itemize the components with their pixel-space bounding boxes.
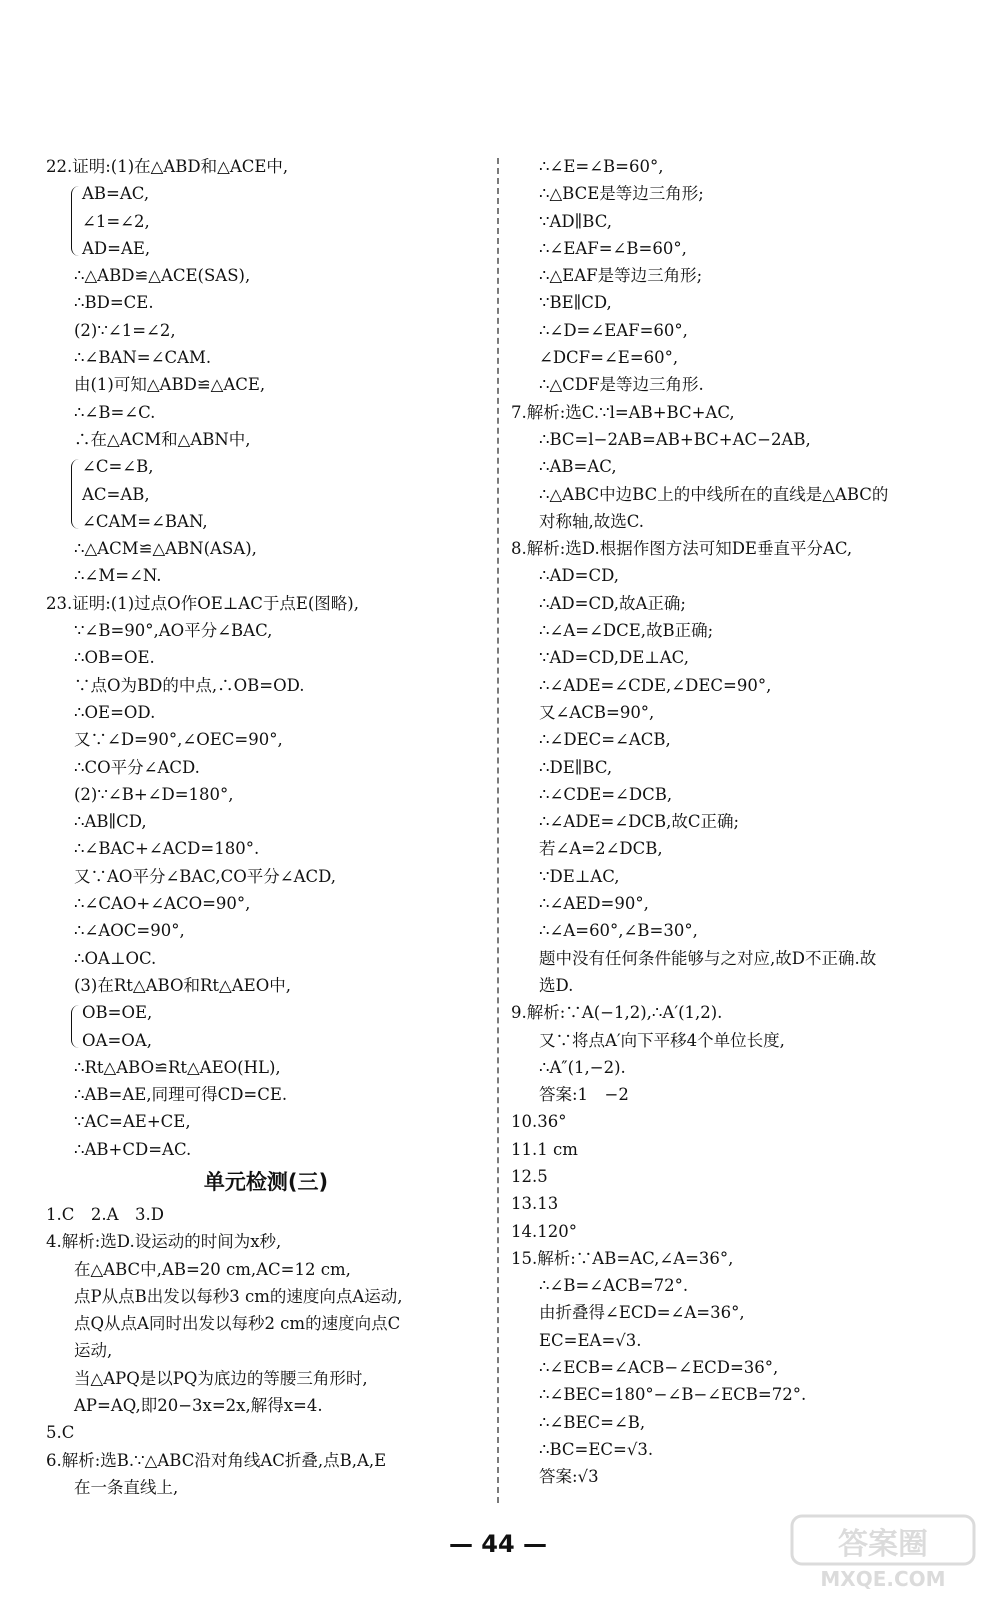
q8-line: 若∠A=2∠DCB, [539,839,663,859]
q23-line: ∴∠CAO+∠ACO=90°, [74,894,251,914]
q22-line: ∴△ABD≌△ACE(SAS), [74,266,251,286]
q15-line: EC=EA=√3. [539,1330,642,1350]
q23-line: OA=OA, [82,1030,152,1050]
q6-line: ∵AD∥BC, [539,211,612,231]
q4-line: AP=AQ,即20−3x=2x,解得x=4. [74,1396,323,1416]
q22-line: 22.证明:(1)在△ABD和△ACE中, [46,157,289,176]
brace-symbol [71,1005,82,1048]
q23-line: ∴CO平分∠ACD. [74,757,200,777]
q23-line: ∵AC=AE+CE, [74,1112,191,1132]
left-column [46,153,486,1501]
svg-text:答案圈: 答案圈 [838,1527,928,1562]
q23-line: (2)∵∠B+∠D=180°, [74,784,234,804]
q23-line: ∴OA⊥OC. [74,948,157,968]
q14-answer: 14.120° [511,1221,577,1241]
q22-line: (2)∵∠1=∠2, [74,320,176,340]
q7-line: ∴△ABC中边BC上的中线所在的直线是△ABC的 [539,484,889,504]
q22-line: ∴BD=CE. [74,293,154,313]
q13-answer: 13.13 [511,1194,559,1214]
q8-line: ∴∠AED=90°, [539,894,649,914]
q23-line: (3)在Rt△ABO和Rt△AEO中, [74,975,291,995]
q9-line: 又∵将点A′向下平移4个单位长度, [539,1030,785,1050]
q22-line: ∴△ACM≌△ABN(ASA), [74,539,257,559]
q4-line: 在△ABC中,AB=20 cm,AC=12 cm, [74,1259,351,1279]
brace-symbol [71,459,82,529]
q1-3-answers: 1.C 2.A 3.D [46,1204,164,1224]
q15-line: ∴∠ECB=∠ACB−∠ECD=36°, [539,1358,779,1378]
q23-line: 又∵AO平分∠BAC,CO平分∠ACD, [74,866,336,886]
q22-condition-group-1 [46,180,486,262]
q23-line: ∴∠AOC=90°, [74,921,185,941]
q6-line: ∴△CDF是等边三角形. [539,375,704,395]
q15-line: ∴∠BEC=180°−∠B−∠ECB=72°. [539,1385,807,1405]
q6-line: ∴∠E=∠B=60°, [539,157,664,176]
q15-line: ∴∠BEC=∠B, [539,1412,646,1432]
q7-line: 7.解析:选C.∵l=AB+BC+AC, [511,402,735,422]
q23-line: ∵点O为BD的中点,∴OB=OD. [74,675,305,695]
q22-line: ∴在△ACM和△ABN中, [74,429,251,449]
q8-line: 选D. [539,975,574,995]
brace-symbol [71,186,82,256]
q7-line: ∴BC=l−2AB=AB+BC+AC−2AB, [539,429,811,449]
q8-line: 8.解析:选D.根据作图方法可知DE垂直平分AC, [511,539,853,559]
q15-answer: 答案:√3 [539,1467,599,1487]
q4-line: 运动, [74,1341,113,1361]
q6-line: ∴∠EAF=∠B=60°, [539,238,687,258]
q6-line: 6.解析:选B.∵△ABC沿对角线AC折叠,点B,A,E [46,1450,387,1470]
q23-condition-group [46,999,486,1054]
q22-line: ∠CAM=∠BAN, [82,511,208,531]
q8-line: ∴AD=CD, [539,566,619,586]
q8-line: ∴∠ADE=∠DCB,故C正确; [539,812,740,832]
q23-line: 又∵∠D=90°,∠OEC=90°, [74,730,283,750]
section-title: 单元检测(三) [203,1169,329,1194]
q4-line: 当△APQ是以PQ为底边的等腰三角形时, [74,1368,368,1388]
q23-line: 23.证明:(1)过点O作OE⊥AC于点E(图略), [46,593,359,613]
q8-line: ∴∠A=∠DCE,故B正确; [539,621,714,641]
q8-line: 又∠ACB=90°, [539,702,655,722]
q15-line: 15.解析:∵AB=AC,∠A=36°, [511,1248,734,1268]
q15-line: ∴BC=EC=√3. [539,1439,654,1459]
q22-line: ∠1=∠2, [82,211,150,231]
page-number: — 44 — [448,1530,548,1558]
q23-line: ∴OE=OD. [74,702,156,722]
q5-answer: 5.C [46,1423,75,1443]
q8-line: 题中没有任何条件能够与之对应,故D不正确.故 [539,948,877,968]
q4-line: 点Q从点A同时出发以每秒2 cm的速度向点C [74,1314,401,1334]
q22-line: AB=AC, [82,184,150,204]
q6-line: ∴△BCE是等边三角形; [539,184,704,204]
q22-line: ∴∠BAN=∠CAM. [74,348,212,368]
q22-line: ∴∠M=∠N. [74,566,162,586]
q22-line: AD=AE, [82,238,151,258]
q6-line: ∠DCF=∠E=60°, [539,348,679,368]
watermark-logo [788,1512,978,1592]
q22-line: AC=AB, [82,484,150,504]
q8-line: ∴AD=CD,故A正确; [539,593,686,613]
q6-line: 在一条直线上, [74,1477,179,1497]
q9-line: 9.解析:∵A(−1,2),∴A′(1,2). [511,1003,723,1023]
q22-line: ∠C=∠B, [82,457,154,477]
q23-line: ∴OB=OE. [74,648,155,668]
q23-line: ∵∠B=90°,AO平分∠BAC, [74,621,273,641]
q12-answer: 12.5 [511,1166,548,1186]
q15-line: ∴∠B=∠ACB=72°. [539,1276,689,1296]
q9-answer: 答案:1 −2 [539,1085,629,1105]
q22-line: ∴∠B=∠C. [74,402,156,422]
q15-line: 由折叠得∠ECD=∠A=36°, [539,1303,745,1323]
q8-line: ∴∠ADE=∠CDE,∠DEC=90°, [539,675,772,695]
right-column [511,153,971,1491]
q11-answer: 11.1 cm [511,1139,578,1159]
q23-line: ∴AB=AE,同理可得CD=CE. [74,1085,288,1105]
q6-line: ∴△EAF是等边三角形; [539,266,703,286]
q6-line: ∴∠D=∠EAF=60°, [539,320,688,340]
q4-line: 点P从点B出发以每秒3 cm的速度向点A运动, [74,1286,403,1306]
q10-answer: 10.36° [511,1112,567,1132]
q23-line: ∴Rt△ABO≌Rt△AEO(HL), [74,1057,281,1077]
q8-line: ∴DE∥BC, [539,757,613,777]
q23-line: ∴AB∥CD, [74,812,147,832]
q7-line: ∴AB=AC, [539,457,617,477]
q8-line: ∴∠A=60°,∠B=30°, [539,921,698,941]
q8-line: ∴∠CDE=∠DCB, [539,784,673,804]
q9-line: ∴A″(1,−2). [539,1057,626,1077]
q23-line: ∴∠BAC+∠ACD=180°. [74,839,260,859]
q4-line: 4.解析:选D.设运动的时间为x秒, [46,1232,282,1252]
q6-line: ∵BE∥CD, [539,293,612,313]
q8-line: ∴∠DEC=∠ACB, [539,730,671,750]
q22-condition-group-2 [46,453,486,535]
q7-line: 对称轴,故选C. [539,511,645,531]
q22-line: 由(1)可知△ABD≌△ACE, [74,375,266,395]
column-divider [497,158,499,1503]
q23-line: ∴AB+CD=AC. [74,1139,192,1159]
watermark-text: MXQE.COM [820,1567,946,1591]
q8-line: ∵AD=CD,DE⊥AC, [539,648,689,668]
q23-line: OB=OE, [82,1003,153,1023]
q8-line: ∵DE⊥AC, [539,866,620,886]
